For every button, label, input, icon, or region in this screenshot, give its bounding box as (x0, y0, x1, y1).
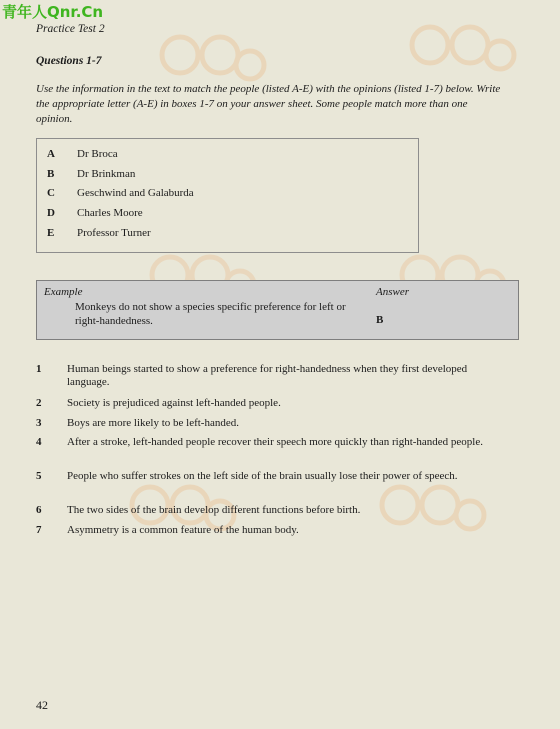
example-box (36, 280, 519, 340)
statement-text: Human beings started to show a preference for right-handedness when they first developed language. (67, 363, 468, 388)
person-letter: D (47, 207, 55, 219)
example-text: Monkeys do not show a species specific preference for left or right-handedness. (75, 301, 346, 327)
person-name: Dr Brinkman (77, 168, 136, 180)
section-heading: Questions 1-7 (36, 55, 102, 67)
statement-number: 4 (36, 436, 42, 448)
person-name: Geschwind and Galaburda (77, 187, 194, 199)
statement-text: Boys are more likely to be left-handed. (67, 417, 239, 429)
person-item (47, 227, 151, 239)
person-name: Professor Turner (77, 227, 151, 239)
person-name: Dr Broca (77, 148, 118, 160)
statement-number: 7 (36, 524, 42, 536)
person-letter: B (47, 168, 55, 180)
person-item (47, 207, 143, 219)
people-list-box (36, 138, 419, 253)
instructions: Use the information in the text to match the people (listed A-E) with the opinions (listed 1-7) below. Write the appropriate letter (A-E) in boxes 1-7 on your answer sheet. Some people match more than one opinion. (36, 83, 501, 125)
statement-text: Asymmetry is a common feature of the human body. (67, 524, 299, 536)
header-title: Practice Test 2 (36, 23, 105, 35)
page-number: 42 (36, 698, 48, 712)
statement-number: 3 (36, 417, 42, 429)
person-name: Charles Moore (77, 207, 143, 219)
example-label: Example (44, 286, 83, 298)
example-answer: B (376, 314, 384, 326)
exam-logo-watermark (400, 10, 530, 90)
statement-text: The two sides of the brain develop different functions before birth. (67, 504, 361, 516)
site-watermark: 青年人Qnr.Cn (2, 3, 104, 21)
person-item (47, 187, 194, 199)
statement-number: 6 (36, 504, 42, 516)
person-letter: E (47, 227, 55, 239)
statement-text: People who suffer strokes on the left side of the brain usually lose their power of speech. (67, 470, 458, 482)
person-letter: A (47, 148, 55, 160)
answer-label: Answer (376, 286, 409, 298)
statement-number: 5 (36, 470, 42, 482)
statement-number: 1 (36, 363, 42, 375)
person-letter: C (47, 187, 55, 199)
person-item (47, 148, 118, 160)
person-item (47, 168, 135, 180)
statement-number: 2 (36, 397, 42, 409)
statement-text: After a stroke, left-handed people recover their speech more quickly than right-handed people. (67, 436, 483, 448)
statement-text: Society is prejudiced against left-handed people. (67, 397, 281, 409)
